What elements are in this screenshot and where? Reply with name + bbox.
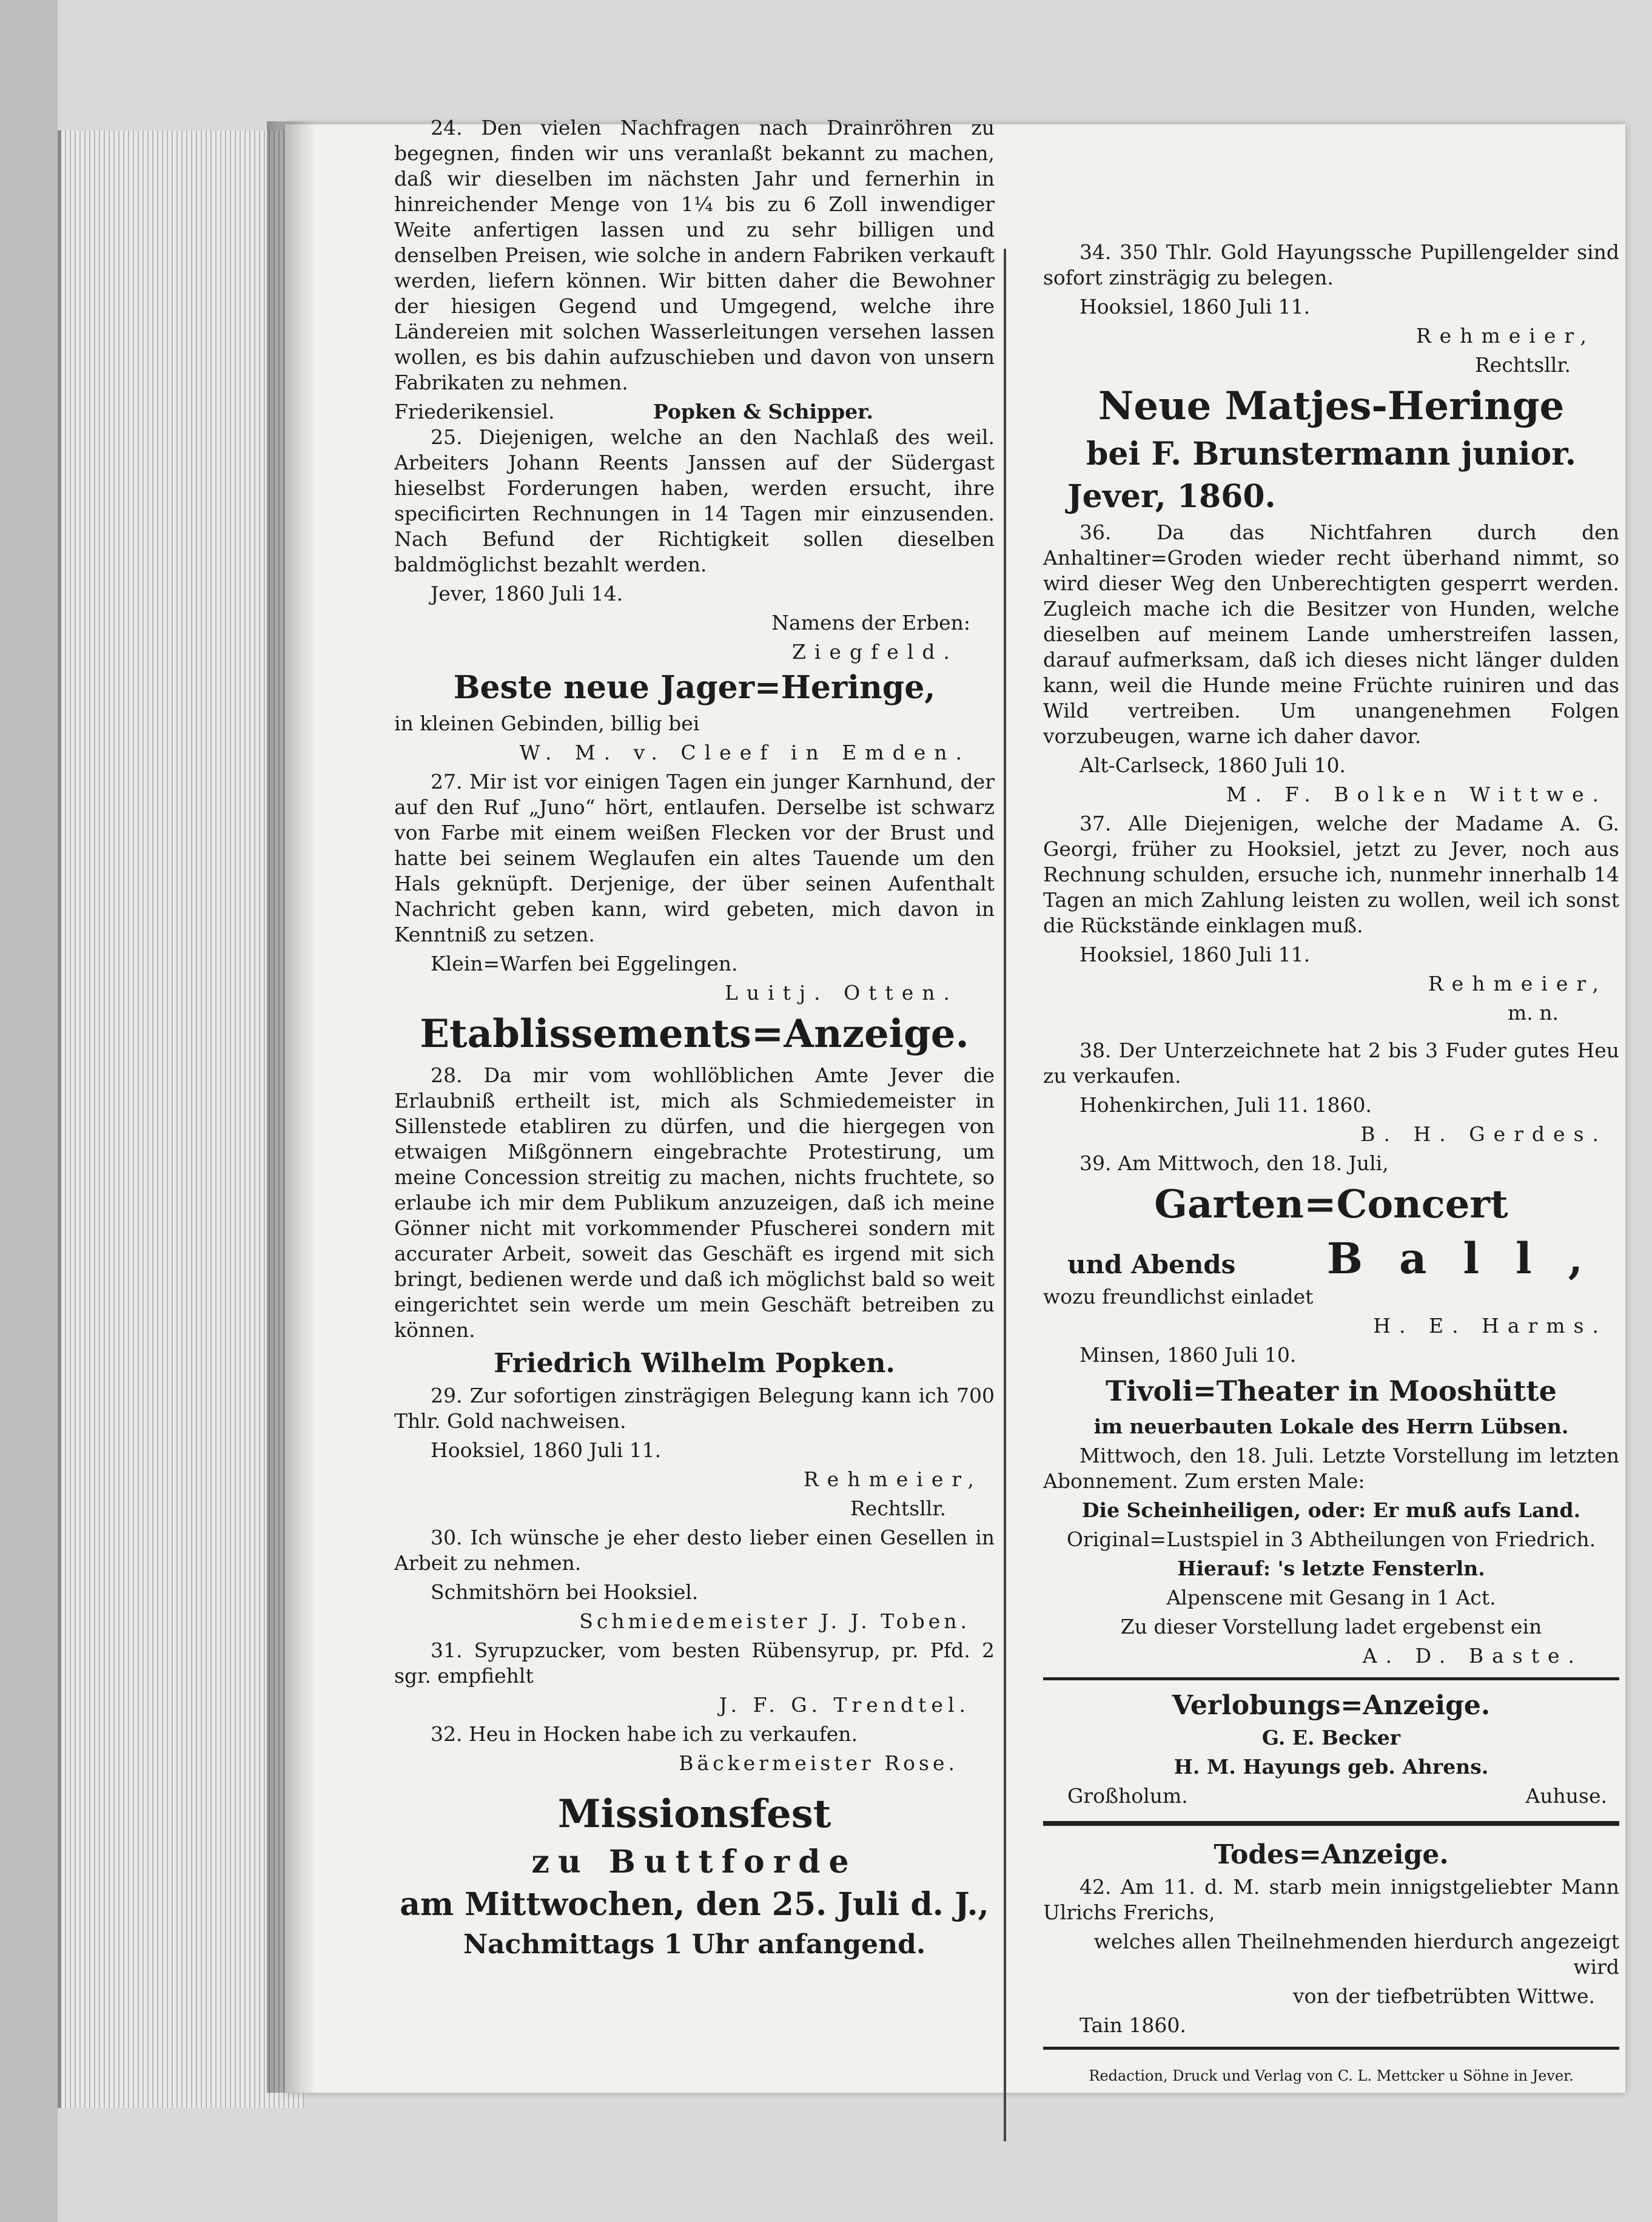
ad-28-signature: Friedrich Wilhelm Popken. (494, 1348, 895, 1379)
ad-30-signature: Schmiedemeister J. J. Toben. (579, 1609, 970, 1633)
ad-31-signature: J. F. G. Trendtel. (719, 1693, 970, 1717)
ad-29-title: Rechtsllr. (850, 1496, 946, 1520)
ad-41-place-1: Großholum. (1067, 1784, 1188, 1808)
ad-39-heading: Garten=Concert (1154, 1182, 1508, 1227)
ad-33-place: zu Buttforde (531, 1843, 858, 1880)
ad-40-signature: A. D. Baste. (1362, 1644, 1583, 1668)
ad-40-then: Hierauf: 's letzte Fensterln. (1177, 1557, 1485, 1580)
ad-34-signature: Rehmeier, (1415, 324, 1595, 348)
ad-39-ball: Ball, (1326, 1233, 1619, 1284)
ad-39-ball-line (1043, 1233, 1619, 1284)
ad-33-heading: Missionsfest (557, 1791, 831, 1837)
ad-41-heading: Verlobungs=Anzeige. (1172, 1690, 1491, 1721)
ad-28: 28. Da mir vom wohllöblichen Amte Jever die Erlaubniß ertheilt ist, mich als Schmiedemeister in Sillenstede etabliren zu dürfen, und die hiergegen von etwaigen Mißgönnern eingebrachte Protestirung, um meine Concession streitig zu machen, nichts fruchtete, so erlaube ich mir dem Publikum anzuzeigen, daß ich meine Gönner nicht mit vorkommender Pfuscherei sondern mit accurater Arbeit, soweit das Geschäft es irgend mit sich bringt, bedienen werde und daß ich möglichst bald so weit eingerichtet sein werde um mein Geschäft betreiben zu können. (394, 1063, 995, 1342)
ad-40-play: Die Scheinheiligen, oder: Er muß aufs Land. (1081, 1498, 1581, 1522)
printer-footer: Redaction, Druck und Verlag von C. L. Mettcker u Söhne in Jever. (1089, 2067, 1574, 2084)
book-spine (0, 0, 58, 2222)
ad-39-signature: H. E. Harms. (1373, 1314, 1607, 1338)
ad-39-evening: und Abends (1067, 1250, 1236, 1279)
ad-41-places (1043, 1783, 1619, 1809)
ad-26-signature: W. M. v. Cleef in Emden. (519, 741, 970, 764)
ad-37-signature: Rehmeier, (1428, 972, 1607, 995)
ad-40-text: Mittwoch, den 18. Juli. Letzte Vorstellung im letzten Abonnement. Zum ersten Male: (1043, 1444, 1619, 1493)
ad-36-place: Alt-Carlseck, 1860 Juli 10. (1080, 753, 1346, 777)
ad-24-signature: Popken & Schipper. (653, 400, 873, 423)
ad-38: 38. Der Unterzeichnete hat 2 bis 3 Fuder gutes Heu zu verkaufen. (1043, 1039, 1619, 1088)
ad-35-heading: Neue Matjes-Heringe (1098, 383, 1565, 429)
ad-40-venue: im neuerbauten Lokale des Herrn Lübsen. (1093, 1415, 1569, 1438)
ad-40-original: Original=Lustspiel in 3 Abtheilungen von Friedrich. (1066, 1527, 1596, 1551)
ad-24-place: Friederikensiel. (394, 400, 555, 423)
ad-25: 25. Diejenigen, welche an den Nachlaß des weil. Arbeiters Johann Reents Janssen auf der Südergast hieselbst Forderungen haben, werden ersucht, ihre specificirten Rechnungen in 14 Tagen mir einzusenden. Nach Befund der Richtigkeit sollen dieselben baldmöglichst bezahlt werden. (394, 425, 995, 576)
ad-42: 42. Am 11. d. M. starb mein innigstgeliebter Mann Ulrichs Frerichs, (1043, 1875, 1619, 1924)
ad-26-line: in kleinen Gebinden, billig bei (394, 712, 700, 735)
ad-24-signature-line (394, 399, 995, 425)
ad-25-signature: Ziegfeld. (791, 640, 958, 664)
ad-29: 29. Zur sofortigen zinsträgigen Belegung kann ich 700 Thlr. Gold nachweisen. (394, 1384, 995, 1433)
ad-36: 36. Da das Nichtfahren durch den Anhaltiner=Groden wieder recht überhand nimmt, so wird dieser Weg den Unberechtigten gesperrt werden. Zugleich mache ich die Besitzer von Hunden, welche dieselben auf meinem Lande umherstreifen lassen, darauf aufmerksam, daß ich dieses nicht länger dulden kann, weil die Hunde meine Früchte ruiniren und das Wild vertreiben. Um unangenehmen Folgen vorzubeugen, warne ich daher davor. (1043, 520, 1619, 748)
ad-27-signature: Luitj. Otten. (724, 981, 958, 1005)
ad-32-signature: Bäckermeister Rose. (679, 1751, 958, 1775)
ad-37: 37. Alle Diejenigen, welche der Madame A. G. Georgi, früher zu Hooksiel, jetzt zu Jever, noch aus Rechnung schulden, ersuche ich, nunmehr innerhalb 14 Tagen an mich Zahlung leisten zu wollen, weil ich sonst die Rückstände einklagen muß. (1043, 812, 1619, 937)
ad-35-place: Jever, 1860. (1067, 478, 1276, 515)
ad-30: 30. Ich wünsche je eher desto lieber einen Gesellen in Arbeit zu nehmen. (394, 1526, 995, 1575)
ad-29-signature: Rehmeier, (803, 1467, 982, 1491)
ad-35-seller: bei F. Brunstermann junior. (1086, 436, 1576, 473)
ad-41-name-2: H. M. Hayungs geb. Ahrens. (1174, 1755, 1489, 1779)
ad-36-signature: M. F. Bolken Wittwe. (1226, 783, 1607, 806)
ad-41-name-1: G. E. Becker (1261, 1726, 1401, 1749)
ad-34-place: Hooksiel, 1860 Juli 11. (1080, 295, 1311, 318)
ad-24: 24. Den vielen Nachfragen nach Drainröhren zu begegnen, finden wir uns veranlaßt bekannt zu machen, daß wir dieselben im nächsten Jahr und fernerhin in hinreichender Menge von 1¼ bis zu 6 Zoll inwendiger Weite anfertigen lassen und zu sehr billigen und denselben Preisen, wie solche in andern Fabriken verkauft werden, liefern können. Wir bitten daher die Bewohner der hiesigen Gegend und Umgegend, welche ihre Ländereien mit solchen Wasserleitungen versehen lassen wollen, es bis dahin aufzuschieben und davon von unsern Fabrikaten zu nehmen. (394, 116, 995, 394)
ad-42-place: Tain 1860. (1080, 2013, 1186, 2037)
gutter-shadow (267, 121, 315, 2093)
ad-25-for: Namens der Erben: (771, 611, 970, 635)
ad-26-heading: Beste neue Jager=Heringe, (453, 669, 936, 706)
ad-37-place: Hooksiel, 1860 Juli 11. (1080, 943, 1311, 966)
ad-34-title: Rechtsllr. (1474, 353, 1571, 377)
ad-39-invite: wozu freundlichst einladet (1043, 1285, 1314, 1308)
ad-37-title: m. n. (1507, 1001, 1559, 1025)
ad-40-invitation: Zu dieser Vorstellung ladet ergebenst ein (1120, 1615, 1542, 1638)
separator-rule (1043, 1677, 1619, 1680)
ad-42-line-2: welches allen Theilnehmenden hierdurch angezeigt wird (1093, 1930, 1619, 1979)
ad-30-place: Schmitshörn bei Hooksiel. (431, 1580, 699, 1604)
column-divider (1004, 249, 1006, 2141)
ad-38-signature: B. H. Gerdes. (1360, 1122, 1607, 1146)
ad-28-heading: Etablissements=Anzeige. (420, 1011, 969, 1057)
ad-42-line-3: von der tiefbetrübten Wittwe. (1292, 1984, 1595, 2008)
ad-31: 31. Syrupzucker, vom besten Rübensyrup, pr. Pfd. 2 sgr. empfiehlt (394, 1638, 995, 1688)
ad-33-time: Nachmittags 1 Uhr anfangend. (463, 1929, 926, 1960)
ad-29-place: Hooksiel, 1860 Juli 11. (431, 1438, 662, 1462)
ad-41-place-2: Auhuse. (1525, 1784, 1607, 1808)
ad-40-heading: Tivoli=Theater in Mooshütte (1106, 1375, 1557, 1407)
ad-34: 34. 350 Thlr. Gold Hayungssche Pupillengelder sind sofort zinsträgig zu belegen. (1043, 240, 1619, 289)
ad-40-alpine: Alpenscene mit Gesang in 1 Act. (1166, 1586, 1496, 1609)
right-column (1043, 240, 1619, 2092)
ad-39-place: Minsen, 1860 Juli 10. (1080, 1343, 1297, 1367)
ad-38-place: Hohenkirchen, Juli 11. 1860. (1080, 1093, 1372, 1117)
left-column (394, 115, 995, 1964)
ad-27-place: Klein=Warfen bei Eggelingen. (431, 952, 738, 975)
ad-39: 39. Am Mittwoch, den 18. Juli, (1080, 1151, 1389, 1175)
ad-32: 32. Heu in Hocken habe ich zu verkaufen. (431, 1722, 858, 1746)
separator-rule-thick (1043, 1821, 1619, 1826)
ad-33-date: am Mittwochen, den 25. Juli d. J., (400, 1886, 989, 1923)
ad-27: 27. Mir ist vor einigen Tagen ein junger Karnhund, der auf den Ruf „Juno“ hört, entlaufen. Derselbe ist schwarz von Farbe mit einem weißen Flecken vor der Brust und hatte bei seinem Weglaufen ein altes Tauende um den Hals geknüpft. Derjenige, der über seinen Aufenthalt Nachricht geben kann, wird gebeten, mich davon in Kenntniß zu setzen. (394, 770, 995, 946)
footer-rule (1043, 2047, 1619, 2050)
ad-25-place: Jever, 1860 Juli 14. (431, 582, 623, 605)
ad-42-heading: Todes=Anzeige. (1214, 1839, 1449, 1870)
